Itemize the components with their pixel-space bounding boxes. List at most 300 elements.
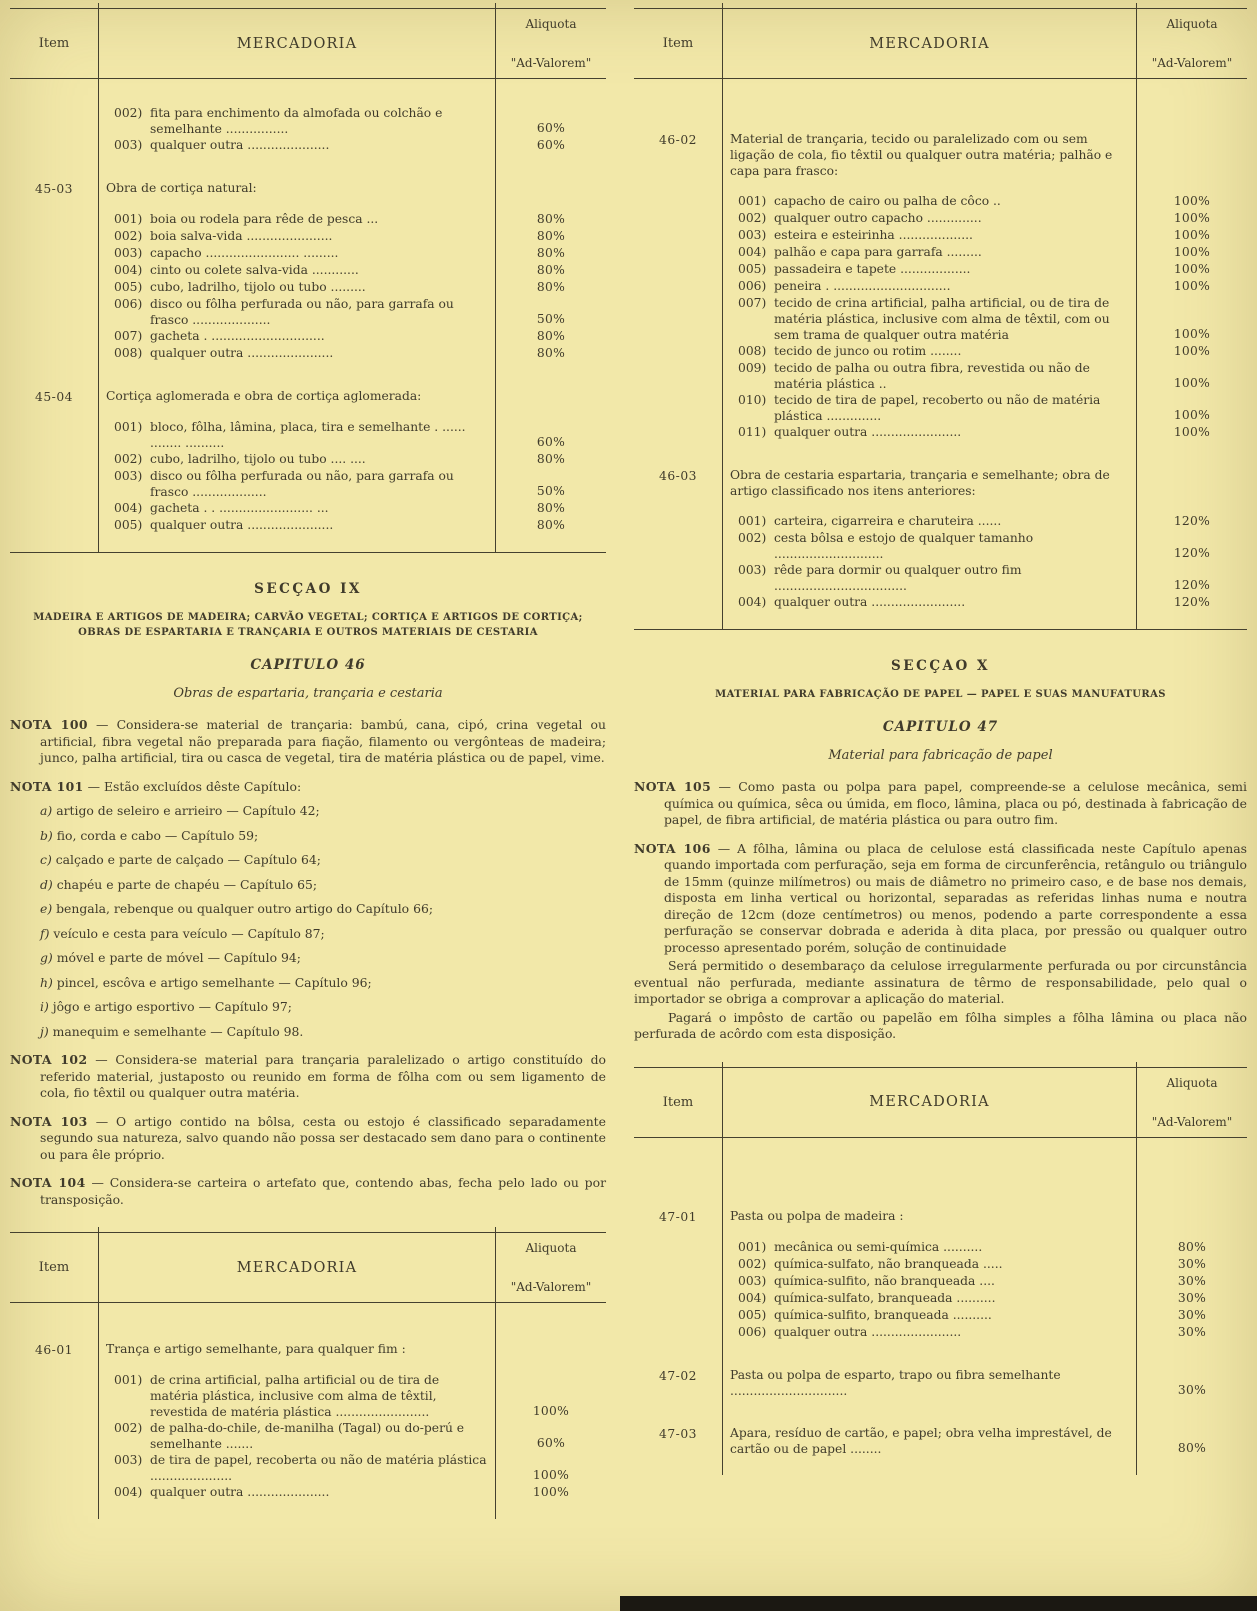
subitem-code: 003) xyxy=(114,1453,143,1467)
exclusion-text: móvel e parte de móvel — Capítulo 94; xyxy=(56,950,301,965)
rate-value: 30% xyxy=(1177,1290,1207,1305)
item-code xyxy=(634,1290,722,1307)
tariff-row xyxy=(10,211,606,228)
subitem-code: 004) xyxy=(738,245,767,259)
merchandise-description: bloco, fôlha, lâmina, placa, tira e semelhante . ...... ........ .......... xyxy=(150,420,466,450)
merchandise-cell xyxy=(98,419,496,451)
subitem-code: 003) xyxy=(738,563,767,577)
col-header-mercadoria: MERCADORIA xyxy=(236,1259,358,1276)
table-vertical-rule xyxy=(722,1062,723,1475)
merchandise-description: Trança e artigo semelhante, para qualquer fim : xyxy=(106,1342,406,1356)
tariff-row xyxy=(634,1290,1247,1307)
subitem-code: 003) xyxy=(738,228,767,242)
exclusion-letter: j) xyxy=(40,1023,49,1039)
merchandise-cell xyxy=(722,193,1137,210)
merchandise-cell xyxy=(98,211,496,228)
item-code xyxy=(634,244,722,261)
item-code xyxy=(634,530,722,562)
exclusion-item xyxy=(40,1024,606,1041)
section-subtitle-line: MATERIAL PARA FABRICAÇÃO DE PAPEL — PAPEL E SUAS MANUFATURAS xyxy=(715,689,1166,700)
subitem-code: 008) xyxy=(738,344,767,358)
exclusion-text: fio, corda e cabo — Capítulo 59; xyxy=(56,827,259,843)
rate-value: 80% xyxy=(536,329,566,343)
merchandise-cell xyxy=(722,360,1137,392)
merchandise-cell xyxy=(722,392,1137,424)
rate-value: 30% xyxy=(1177,1382,1207,1397)
subitem-code: 004) xyxy=(738,595,767,609)
exclusion-letter: a) xyxy=(40,803,53,818)
nota-paragraph: Pagará o impôsto de cartão ou papelão em fôlha simples a fôlha lâmina ou placa não perfurada de acôrdo com esta disposição. xyxy=(634,1009,1247,1041)
rate-value: 60% xyxy=(536,1436,566,1450)
table-header xyxy=(10,1233,606,1303)
left-column xyxy=(10,8,606,1519)
merchandise-cell xyxy=(98,1484,496,1501)
rate-value: 100% xyxy=(532,1404,570,1418)
item-code xyxy=(634,343,722,360)
item-code xyxy=(10,419,98,451)
rate-value: 100% xyxy=(1173,327,1211,341)
item-code xyxy=(634,360,722,392)
merchandise-cell xyxy=(722,562,1137,594)
item-code xyxy=(10,1372,98,1420)
merchandise-description: de crina artificial, palha artificial ou de tira de matéria plástica, inclusive com alma de têxtil, revestida de matéria plástica ........................ xyxy=(150,1373,440,1419)
nota-label: NOTA 101 xyxy=(10,778,84,794)
merchandise-cell xyxy=(722,1208,1137,1225)
subitem-code: 007) xyxy=(738,296,767,310)
merchandise-cell xyxy=(98,500,496,517)
item-code xyxy=(10,1420,98,1452)
tariff-row xyxy=(10,419,606,451)
item-code xyxy=(634,392,722,424)
item-code xyxy=(634,562,722,594)
exclusion-text: manequim e semelhante — Capítulo 98. xyxy=(52,1023,304,1039)
rate-value: 80% xyxy=(536,212,566,226)
tariff-row xyxy=(10,451,606,468)
merchandise-description: qualquer outro capacho .............. xyxy=(774,211,982,225)
merchandise-description: Apara, resíduo de cartão, e papel; obra velha imprestável, de cartão ou de papel ........ xyxy=(730,1425,1112,1456)
merchandise-description: mecânica ou semi-química .......... xyxy=(774,1239,983,1254)
chapter-subtitle: Material para fabricação de papel xyxy=(828,748,1053,763)
tariff-row xyxy=(634,1324,1247,1341)
subitem-code: 002) xyxy=(114,106,143,120)
rate-value: 100% xyxy=(1173,376,1211,390)
merchandise-description: química-sulfato, não branqueada ..... xyxy=(774,1256,1003,1271)
section-subtitle-line: OBRAS DE ESPARTARIA E TRANÇARIA E OUTROS MATERIAIS DE CESTARIA xyxy=(78,627,538,638)
nota-text: — Considera-se carteira o artefato que, contendo abas, fecha pelo lado ou por transposição. xyxy=(40,1175,606,1207)
item-code xyxy=(634,1273,722,1290)
section-title: SECÇAO X xyxy=(891,658,990,674)
tariff-row xyxy=(634,343,1247,360)
exclusion-letter: e) xyxy=(40,901,53,916)
rate-value: 30% xyxy=(1177,1273,1207,1288)
item-code: 46-01 xyxy=(35,1343,73,1357)
merchandise-description: de tira de papel, recoberta ou não de matéria plástica ..................... xyxy=(150,1453,487,1483)
rate-value: 80% xyxy=(536,280,566,294)
merchandise-description: qualquer outra ..................... xyxy=(150,1485,330,1499)
rate-value: 100% xyxy=(1173,344,1211,358)
tariff-row xyxy=(10,345,606,362)
tariff-row xyxy=(10,180,606,197)
tariff-row xyxy=(634,360,1247,392)
merchandise-description: disco ou fôlha perfurada ou não, para garrafa ou frasco ................... xyxy=(150,469,454,499)
aliquota-label: Aliquota xyxy=(525,1241,577,1255)
exclusion-letter: i) xyxy=(40,999,49,1014)
tariff-row xyxy=(634,261,1247,278)
merchandise-description: qualquer outra ...................... xyxy=(150,518,334,532)
exclusion-item xyxy=(40,975,606,992)
merchandise-description: química-sulfato, branqueada .......... xyxy=(774,1290,996,1305)
subitem-code: 001) xyxy=(114,420,143,434)
exclusion-letter: b) xyxy=(40,827,53,843)
rate-value: 30% xyxy=(1177,1307,1207,1322)
tariff-table-left-bottom xyxy=(10,1232,606,1519)
table-body xyxy=(10,79,606,552)
merchandise-description: química-sulfito, não branqueada .... xyxy=(774,1273,995,1288)
item-code xyxy=(634,261,722,278)
rate-value xyxy=(496,180,606,197)
merchandise-cell xyxy=(722,131,1137,179)
subitem-code: 005) xyxy=(738,262,767,276)
subitem-code: 004) xyxy=(114,1485,143,1499)
tariff-row xyxy=(634,513,1247,530)
section-title: SECÇAO IX xyxy=(254,581,362,597)
nota-text: — Estão excluídos dêste Capítulo: xyxy=(87,778,302,794)
exclusion-item xyxy=(40,852,606,869)
table-header xyxy=(10,9,606,79)
tariff-row xyxy=(634,594,1247,611)
tariff-row xyxy=(634,424,1247,441)
merchandise-cell xyxy=(98,105,496,137)
col-header-item: Item xyxy=(38,36,70,51)
tariff-row xyxy=(634,278,1247,295)
nota-104 xyxy=(10,1175,606,1208)
tariff-row xyxy=(10,517,606,534)
merchandise-cell xyxy=(98,279,496,296)
table-vertical-rule xyxy=(722,3,723,629)
item-code xyxy=(634,1324,722,1341)
merchandise-description: boia ou rodela para rêde de pesca ... xyxy=(150,212,379,226)
exclusion-letter: f) xyxy=(40,925,50,941)
merchandise-cell xyxy=(98,245,496,262)
tariff-row xyxy=(634,227,1247,244)
merchandise-cell xyxy=(722,513,1137,530)
aliquota-label: Aliquota xyxy=(1166,1075,1218,1090)
ad-valorem-label: "Ad-Valorem" xyxy=(1151,1114,1233,1129)
nota-label: NOTA 104 xyxy=(10,1175,86,1190)
merchandise-description: cesta bôlsa e estojo de qualquer tamanho ............................ xyxy=(774,531,1034,561)
rate-value xyxy=(1137,467,1247,499)
subitem-code: 002) xyxy=(738,1256,767,1271)
table-body xyxy=(10,1303,606,1519)
rate-value xyxy=(1137,1208,1247,1225)
rate-value: 60% xyxy=(536,435,566,449)
merchandise-description: química-sulfito, branqueada .......... xyxy=(774,1307,992,1322)
merchandise-cell xyxy=(98,296,496,328)
tariff-row xyxy=(10,245,606,262)
item-code: 47-03 xyxy=(659,1426,697,1441)
rate-value: 120% xyxy=(1173,514,1211,528)
merchandise-cell xyxy=(98,388,496,405)
merchandise-cell xyxy=(98,137,496,154)
item-code xyxy=(10,468,98,500)
item-code: 46-03 xyxy=(659,469,697,483)
tariff-row xyxy=(634,467,1247,499)
merchandise-cell xyxy=(722,210,1137,227)
subitem-code: 007) xyxy=(114,329,143,343)
merchandise-description: boia salva-vida ...................... xyxy=(150,229,333,243)
merchandise-cell xyxy=(722,424,1137,441)
nota-100 xyxy=(10,717,606,767)
rate-value: 100% xyxy=(532,1485,570,1499)
tariff-row xyxy=(634,562,1247,594)
merchandise-cell xyxy=(98,468,496,500)
rate-value: 60% xyxy=(536,138,566,152)
item-code xyxy=(10,1452,98,1484)
tariff-row xyxy=(10,137,606,154)
tariff-table-right-bottom xyxy=(634,1067,1247,1475)
subitem-code: 005) xyxy=(738,1307,767,1322)
nota-label: NOTA 106 xyxy=(634,840,711,856)
subitem-code: 011) xyxy=(738,425,767,439)
rate-value xyxy=(1137,131,1247,179)
merchandise-description: tecido de crina artificial, palha artificial, ou de tira de matéria plástica, inclusive com alma de têxtil, com ou sem trama de qualquer outra matéria xyxy=(774,296,1110,342)
tariff-row xyxy=(10,1341,606,1358)
merchandise-description: Pasta ou polpa de madeira : xyxy=(730,1208,904,1223)
col-header-aliquota xyxy=(1137,9,1247,78)
item-code xyxy=(634,424,722,441)
merchandise-description: tecido de tira de papel, recoberto ou não de matéria plástica .............. xyxy=(774,393,1101,423)
item-code xyxy=(10,211,98,228)
subitem-code: 001) xyxy=(738,1239,767,1254)
aliquota-label: Aliquota xyxy=(1166,17,1218,31)
merchandise-description: Material de trançaria, tecido ou paralelizado com ou sem ligação de cola, fio têxtil ou qualquer outra matéria; palhão e capa para frasco: xyxy=(730,132,1113,178)
merchandise-cell xyxy=(98,180,496,197)
section-subtitle xyxy=(634,687,1247,702)
merchandise-cell xyxy=(722,1425,1137,1457)
item-code xyxy=(10,262,98,279)
scan-edge-artifact xyxy=(620,1596,1257,1611)
rate-value: 50% xyxy=(536,484,566,498)
tariff-row xyxy=(634,210,1247,227)
merchandise-cell xyxy=(722,1239,1137,1256)
exclusion-letter: h) xyxy=(40,974,53,990)
subitem-code: 006) xyxy=(738,279,767,293)
subitem-code: 001) xyxy=(738,514,767,528)
nota-label: NOTA 103 xyxy=(10,1113,88,1129)
right-column xyxy=(634,8,1247,1475)
item-code xyxy=(634,227,722,244)
merchandise-description: passadeira e tapete .................. xyxy=(774,262,971,276)
rate-value: 120% xyxy=(1173,578,1211,592)
merchandise-description: cubo, ladrilho, tijolo ou tubo ......... xyxy=(150,280,366,294)
subitem-code: 002) xyxy=(738,211,767,225)
merchandise-description: disco ou fôlha perfurada ou não, para garrafa ou frasco .................... xyxy=(150,297,454,327)
col-header-aliquota xyxy=(1137,1068,1247,1137)
item-code xyxy=(10,245,98,262)
chapter-title: CAPITULO 46 xyxy=(250,657,366,673)
item-code xyxy=(10,228,98,245)
merchandise-description: rêde para dormir ou qualquer outro fim .................................. xyxy=(774,563,1022,593)
aliquota-label: Aliquota xyxy=(525,17,577,31)
section-subtitle xyxy=(10,610,606,640)
item-code: 45-03 xyxy=(35,182,73,196)
rate-value: 80% xyxy=(536,346,566,360)
subitem-code: 004) xyxy=(738,1290,767,1305)
tariff-row xyxy=(10,1452,606,1484)
table-vertical-rule xyxy=(495,1227,496,1519)
item-code xyxy=(634,278,722,295)
merchandise-description: qualquer outra ...................... xyxy=(150,346,334,360)
merchandise-description: cubo, ladrilho, tijolo ou tubo .... .... xyxy=(150,452,366,466)
col-header-aliquota xyxy=(496,9,606,78)
subitem-code: 009) xyxy=(738,361,767,375)
merchandise-description: Pasta ou polpa de esparto, trapo ou fibra semelhante .............................. xyxy=(730,1367,1061,1398)
tariff-row xyxy=(10,500,606,517)
subitem-code: 003) xyxy=(114,138,143,152)
merchandise-cell xyxy=(722,594,1137,611)
merchandise-cell xyxy=(98,1420,496,1452)
table-body xyxy=(634,1138,1247,1475)
merchandise-description: qualquer outra ........................ xyxy=(774,595,966,609)
item-code xyxy=(10,328,98,345)
subitem-code: 002) xyxy=(114,452,143,466)
item-code xyxy=(10,451,98,468)
item-code xyxy=(634,1256,722,1273)
col-header-item: Item xyxy=(662,1094,694,1110)
merchandise-description: qualquer outra ..................... xyxy=(150,138,330,152)
item-code xyxy=(634,594,722,611)
exclusion-item xyxy=(40,950,606,967)
rate-value: 120% xyxy=(1173,546,1211,560)
rate-value: 80% xyxy=(536,518,566,532)
subitem-code: 003) xyxy=(114,469,143,483)
rate-value: 80% xyxy=(536,501,566,515)
rate-value: 60% xyxy=(536,121,566,135)
merchandise-cell xyxy=(722,1324,1137,1341)
nota-106 xyxy=(634,841,1247,957)
rate-value: 100% xyxy=(1173,245,1211,259)
merchandise-description: palhão e capa para garrafa ......... xyxy=(774,245,982,259)
merchandise-description: carteira, cigarreira e charuteira ...... xyxy=(774,514,1002,528)
rate-value: 100% xyxy=(532,1468,570,1482)
tariff-row xyxy=(10,1484,606,1501)
exclusion-text: artigo de seleiro e arrieiro — Capítulo 42; xyxy=(56,803,320,818)
rate-value: 80% xyxy=(536,229,566,243)
rate-value: 100% xyxy=(1173,425,1211,439)
tariff-row xyxy=(634,1256,1247,1273)
subitem-code: 001) xyxy=(114,212,143,226)
tariff-row xyxy=(634,193,1247,210)
merchandise-cell xyxy=(98,1452,496,1484)
nota-label: NOTA 102 xyxy=(10,1052,88,1067)
rate-value: 80% xyxy=(1177,1440,1207,1455)
rate-value: 100% xyxy=(1173,194,1211,208)
tariff-row xyxy=(634,392,1247,424)
item-code xyxy=(10,517,98,534)
merchandise-description: peneira . .............................. xyxy=(774,279,951,293)
merchandise-cell xyxy=(98,1341,496,1358)
tariff-row xyxy=(634,1208,1247,1225)
merchandise-description: capacho de cairo ou palha de côco .. xyxy=(774,194,1001,208)
exclusion-item xyxy=(40,877,606,894)
merchandise-cell xyxy=(98,328,496,345)
item-code: 47-02 xyxy=(659,1368,697,1383)
col-header-mercadoria: MERCADORIA xyxy=(869,35,990,52)
exclusion-text: calçado e parte de calçado — Capítulo 64; xyxy=(55,852,321,867)
tariff-row xyxy=(10,262,606,279)
tariff-table-left-top xyxy=(10,8,606,553)
merchandise-cell xyxy=(722,261,1137,278)
rate-value: 100% xyxy=(1173,408,1211,422)
exclusion-text: jôgo e artigo esportivo — Capítulo 97; xyxy=(52,999,292,1014)
exclusion-item xyxy=(40,999,606,1016)
merchandise-cell xyxy=(722,467,1137,499)
item-code xyxy=(10,279,98,296)
rate-value: 80% xyxy=(536,246,566,260)
table-header xyxy=(634,1068,1247,1138)
section-subtitle-line: MADEIRA E ARTIGOS DE MADEIRA; CARVÃO VEGETAL; CORTIÇA E ARTIGOS DE CORTIÇA; xyxy=(33,612,583,623)
item-code xyxy=(10,105,98,137)
tariff-row xyxy=(10,105,606,137)
nota-103 xyxy=(10,1114,606,1164)
rate-value: 50% xyxy=(536,312,566,326)
merchandise-description: capacho ........................ ......... xyxy=(150,246,339,260)
merchandise-description: de palha-do-chile, de-manilha (Tagal) ou do-perú e semelhante ....... xyxy=(150,1421,465,1451)
exclusion-letter: d) xyxy=(40,876,53,892)
merchandise-cell xyxy=(722,1256,1137,1273)
rate-value: 30% xyxy=(1177,1256,1207,1271)
chapter-title: CAPITULO 47 xyxy=(882,719,999,735)
nota-102 xyxy=(10,1052,606,1102)
table-vertical-rule xyxy=(1136,1062,1137,1475)
tariff-row xyxy=(634,295,1247,343)
nota-101 xyxy=(10,779,606,796)
rate-value: 80% xyxy=(536,452,566,466)
merchandise-description: qualquer outra ....................... xyxy=(774,425,962,439)
nota-label: NOTA 105 xyxy=(634,779,712,794)
nota-text: — A fôlha, lâmina ou placa de celulose está classificada neste Capítulo apenas quando importada com perfuração, seja em forma de circunferência, retângulo ou triângulo de 15mm (quinze milímetros) ou mais de diâmetro no primeiro caso, e de base nos demais, disposta em linha vertical ou horizontal, separadas as referidas linhas numa e noutra direção de 12cm (doze centímetros) ou menos, podendo a parte correspondente a essa perfuração se conservar dobrada e aderida à dita placa, por pressão ou qualquer outro processo apresentado porém, solução de continuidade xyxy=(664,840,1247,955)
item-code xyxy=(634,193,722,210)
merchandise-cell xyxy=(722,278,1137,295)
subitem-code: 002) xyxy=(738,531,767,545)
item-code: 45-04 xyxy=(35,390,73,404)
exclusion-item xyxy=(40,828,606,845)
merchandise-cell xyxy=(722,244,1137,261)
tariff-row xyxy=(10,468,606,500)
tariff-row xyxy=(634,1239,1247,1256)
nota-label: NOTA 100 xyxy=(10,717,88,732)
ad-valorem-label: "Ad-Valorem" xyxy=(510,56,592,70)
merchandise-description: Obra de cestaria espartaria, trançaria e semelhante; obra de artigo classificado nos itens anteriores: xyxy=(730,468,1110,498)
exclusion-text: pincel, escôva e artigo semelhante — Capítulo 96; xyxy=(56,974,372,990)
merchandise-cell xyxy=(98,345,496,362)
item-code xyxy=(634,295,722,343)
tariff-row xyxy=(634,530,1247,562)
merchandise-cell xyxy=(722,1290,1137,1307)
tariff-row xyxy=(10,1420,606,1452)
subitem-code: 004) xyxy=(114,263,143,277)
nota-paragraph: Será permitido o desembaraço da celulose irregularmente perfurada ou por circunstância eventual não perfurada, mediante assinatura de têrmo de responsabilidade, pelo qual o importador se obriga a comprovar a aplicação do material. xyxy=(634,958,1247,1006)
rate-value: 100% xyxy=(1173,228,1211,242)
exclusion-text: veículo e cesta para veículo — Capítulo 87; xyxy=(53,925,325,941)
exclusion-letter: g) xyxy=(40,950,53,965)
merchandise-description: tecido de junco ou rotim ........ xyxy=(774,344,962,358)
item-code xyxy=(634,210,722,227)
merchandise-cell xyxy=(722,1367,1137,1399)
merchandise-cell xyxy=(98,228,496,245)
rate-value: 80% xyxy=(1177,1239,1207,1254)
subitem-code: 003) xyxy=(114,246,143,260)
